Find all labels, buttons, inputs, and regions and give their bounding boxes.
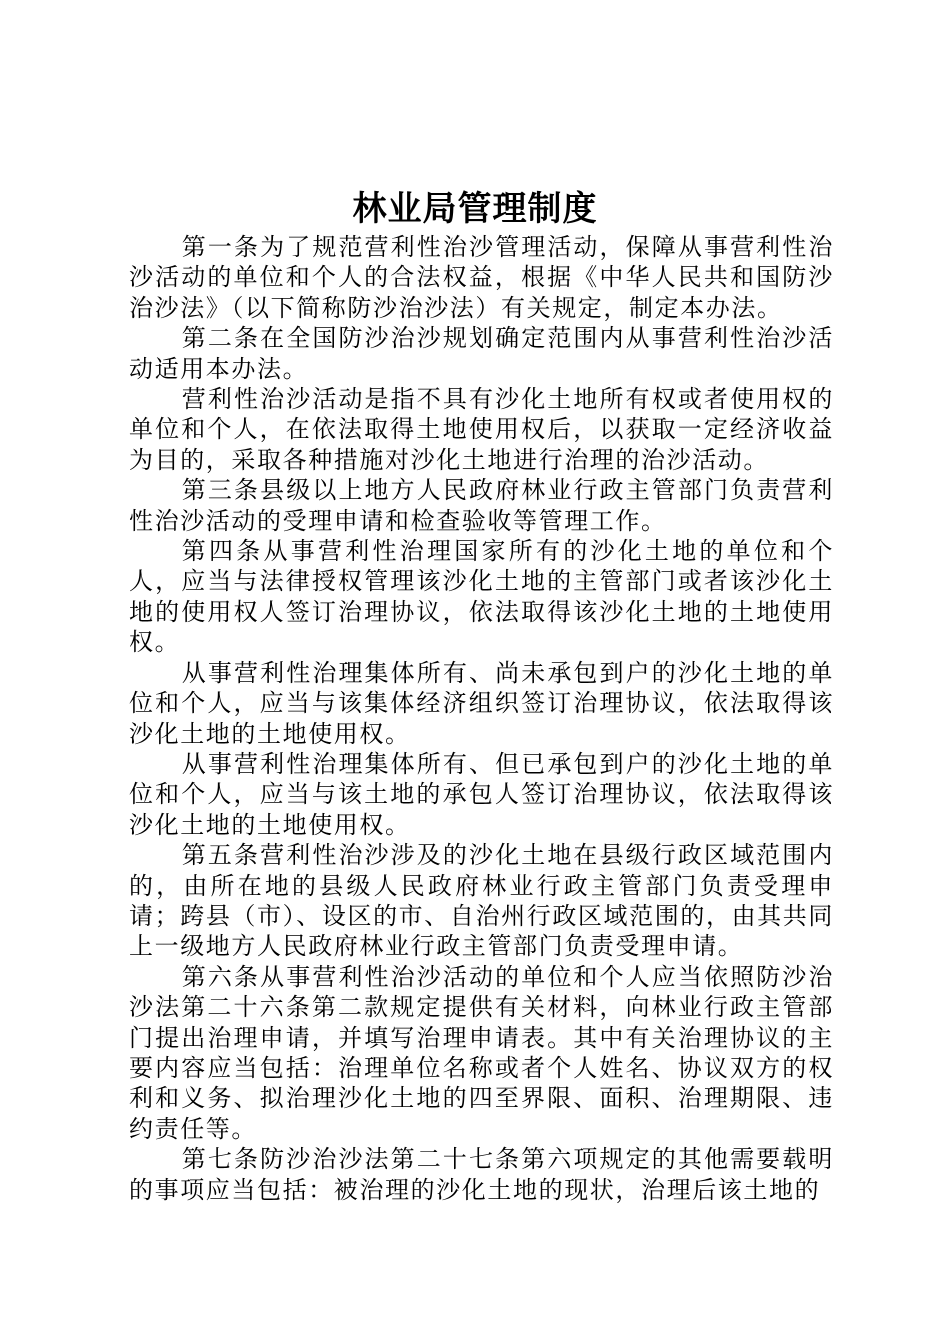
paragraph-article-5: 第五条营利性治沙涉及的沙化土地在县级行政区域范围内的，由所在地的县级人民政府林业行政主管部门负责受理申请；跨县（市）、设区的市、自治州行政区域范围的，由其共同上一级地方人民政府林业行政主管部门负责受理申请。 xyxy=(129,841,834,961)
paragraph-definition: 营利性治沙活动是指不具有沙化土地所有权或者使用权的单位和个人，在依法取得土地使用权后，以获取一定经济收益为目的，采取各种措施对沙化土地进行治理的治沙活动。 xyxy=(129,385,834,474)
paragraph-article-4-collective: 从事营利性治理集体所有、尚未承包到户的沙化土地的单位和个人，应当与该集体经济组织签订治理协议，依法取得该沙化土地的土地使用权。 xyxy=(129,658,834,748)
paragraph-article-6: 第六条从事营利性治沙活动的单位和个人应当依照防沙治沙法第二十六条第二款规定提供有关材料，向林业行政主管部门提出治理申请，并填写治理申请表。其中有关治理协议的主要内容应当包括：治理单位名称或者个人姓名、协议双方的权利和义务、拟治理沙化土地的四至界限、面积、治理期限、违约责任等。 xyxy=(129,962,834,1143)
document-body xyxy=(129,232,834,1205)
document-title: 林业局管理制度 xyxy=(352,189,598,229)
paragraph-article-2: 第二条在全国防沙治沙规划确定范围内从事营利性治沙活动适用本办法。 xyxy=(129,324,834,383)
paragraph-article-3: 第三条县级以上地方人民政府林业行政主管部门负责营利性治沙活动的受理申请和检查验收等管理工作。 xyxy=(129,476,834,535)
paragraph-article-7: 第七条防沙治沙法第二十七条第六项规定的其他需要载明的事项应当包括：被治理的沙化土地的现状，治理后该土地的 xyxy=(129,1145,834,1204)
paragraph-article-4: 第四条从事营利性治理国家所有的沙化土地的单位和个人，应当与法律授权管理该沙化土地的主管部门或者该沙化土地的使用权人签订治理协议，依法取得该沙化土地的土地使用权。 xyxy=(129,537,834,657)
paragraph-article-1: 第一条为了规范营利性治沙管理活动，保障从事营利性治沙活动的单位和个人的合法权益，根据《中华人民共和国防沙治沙法》（以下简称防沙治沙法）有关规定，制定本办法。 xyxy=(129,233,834,322)
paragraph-article-4-contracted: 从事营利性治理集体所有、但已承包到户的沙化土地的单位和个人，应当与该土地的承包人签订治理协议，依法取得该沙化土地的土地使用权。 xyxy=(129,749,834,839)
